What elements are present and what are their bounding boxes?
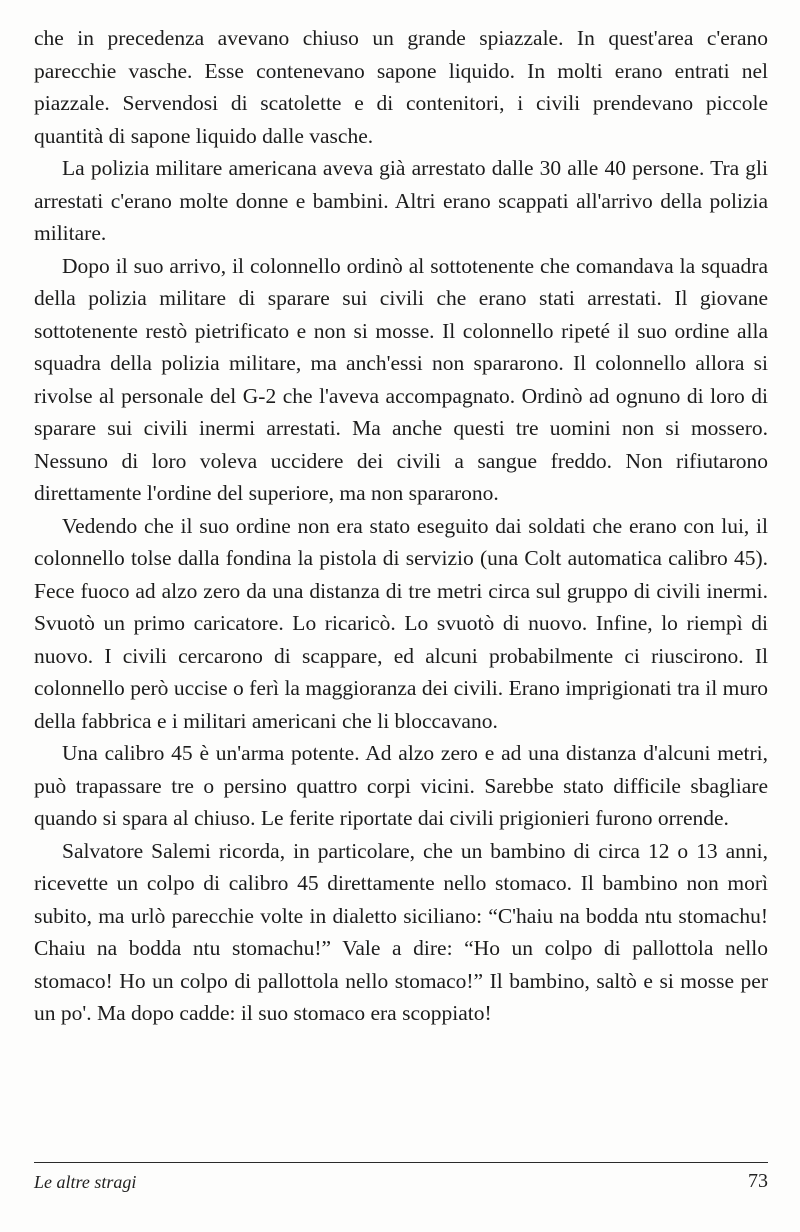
- paragraph-order: Dopo il suo arrivo, il colonnello ordinò al sottotenente che comandava la squadra della polizia militare di sparare sui civili che erano stati arrestati. Il giovane sottotenente restò pietrificato e non si mosse. Il colonnello ripeté il suo ordine alla squadra della polizia militare, ma anch'essi non spararono. Il colonnello allora si rivolse al personale del G-2 che l'aveva accompagnato. Ordinò ad ognuno di loro di sparare sui civili inermi arrestati. Ma anche questi tre uomini non si mossero. Nessuno di loro voleva uccidere dei civili a sangue freddo. Non rifiutarono direttamente l'ordine del superiore, ma non spararono.: [34, 253, 768, 505]
- paragraph-arrests: La polizia militare americana aveva già arrestato dalle 30 alle 40 persone. Tra gli arrestati c'erano molte donne e bambini. Altri erano scappati all'arrivo della polizia militare.: [34, 156, 768, 245]
- paragraph-testimony: Salvatore Salemi ricorda, in particolare, che un bambino di circa 12 o 13 anni, ricevette un colpo di calibro 45 direttamente nello stomaco. Il bambino non morì subito, ma urlò parecchie volte in dialetto siciliano: “C'haiu na bodda ntu stomachu! Chaiu na bodda ntu stomachu!” Vale a dire: “Ho un colpo di pallottola nello stomaco! Ho un colpo di pallottola nello stomaco!” Il bambino, saltò e si mosse per un po'. Ma dopo cadde: il suo stomaco era scoppiato!: [34, 838, 768, 1025]
- body-text: [34, 22, 768, 1030]
- paragraph-shooting: Vedendo che il suo ordine non era stato eseguito dai soldati che erano con lui, il colonnello tolse dalla fondina la pistola di servizio (una Colt automatica calibro 45). Fece fuoco ad alzo zero da una distanza di tre metri circa sul gruppo di civili inermi. Svuotò un primo caricatore. Lo ricaricò. Lo svuotò di nuovo. Infine, lo riempì di nuovo. I civili cercarono di scappare, ed alcuni probabilmente ci riuscirono. Il colonnello però uccise o ferì la maggioranza dei civili. Erano imprigionati tra il muro della fabbrica e i militari americani che li bloccavano.: [34, 513, 768, 733]
- paragraph-continuation: che in precedenza avevano chiuso un grande spiazzale. In quest'area c'erano parecchie vasche. Esse contenevano sapone liquido. In molti erano entrati nel piazzale. Servendosi di scatolette e di contenitori, i civili prendevano piccole quantità di sapone liquido dalle vasche.: [34, 26, 768, 148]
- footer-divider: [34, 1162, 768, 1163]
- running-title: Le altre stragi: [34, 1172, 137, 1192]
- paragraph-calibre: Una calibro 45 è un'arma potente. Ad alzo zero e ad una distanza d'alcuni metri, può trapassare tre o persino quattro corpi vicini. Sarebbe stato difficile sbagliare quando si spara al chiuso. Le ferite riportate dai civili prigionieri furono orrende.: [34, 741, 768, 830]
- page-number: 73: [748, 1170, 768, 1192]
